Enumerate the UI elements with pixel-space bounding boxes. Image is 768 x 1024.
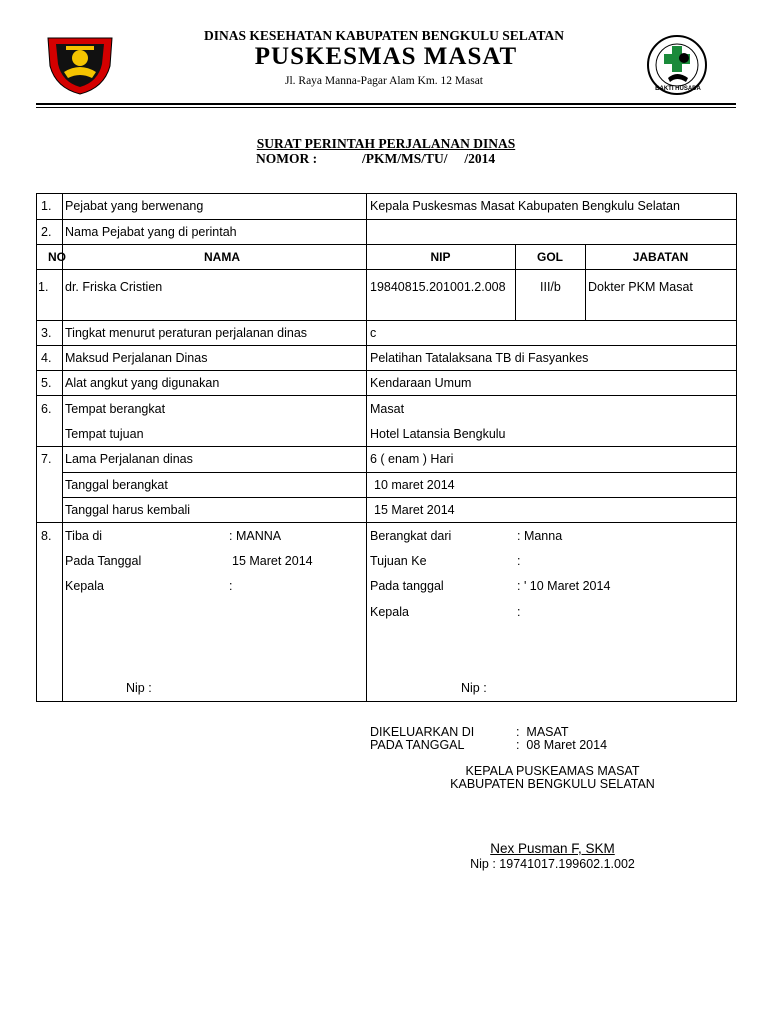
col-head-nama: NAMA	[204, 250, 240, 264]
row-3-no: 3.	[41, 326, 52, 340]
row-4-value: Pelatihan Tatalaksana TB di Fasyankes	[370, 351, 589, 365]
row-7-label: Lama Perjalanan dinas	[65, 452, 193, 466]
row-6-label2: Tempat tujuan	[65, 427, 144, 441]
dikeluarkan-value: : MASAT	[516, 725, 569, 739]
document-title: SURAT PERINTAH PERJALANAN DINAS	[256, 136, 516, 151]
row-8-no: 8.	[41, 529, 52, 543]
signatory-title-2: KABUPATEN BENGKULU SELATAN	[450, 777, 655, 791]
row-5-no: 5.	[41, 376, 52, 390]
col-head-nip: NIP	[430, 250, 451, 264]
pada-tanggal-label: PADA TANGGAL	[370, 738, 465, 752]
col-head-jabatan: JABATAN	[632, 250, 689, 264]
dikeluarkan-label: DIKELUARKAN DI	[370, 725, 475, 739]
tiba-kepala-value: :	[229, 579, 233, 593]
row-7-label3: Tanggal harus kembali	[65, 503, 191, 517]
row-7-label2: Tanggal berangkat	[65, 478, 168, 492]
berangkat-kepala-value: :	[517, 605, 521, 619]
signatory-nip: Nip : 19741017.199602.1.002	[470, 857, 635, 871]
berangkat-value: : Manna	[517, 529, 563, 543]
tiba-label: Tiba di	[65, 529, 103, 543]
row-4-no: 4.	[41, 351, 52, 365]
row-2-label: Nama Pejabat yang di perintah	[65, 225, 237, 239]
tujuan-value: :	[517, 554, 521, 568]
row-4-label: Maksud Perjalanan Dinas	[65, 351, 208, 365]
row-1-value: Kepala Puskesmas Masat Kabupaten Bengkulu Selatan	[370, 199, 680, 213]
row-5-label: Alat angkut yang digunakan	[65, 376, 220, 390]
row-5-value: Kendaraan Umum	[370, 376, 472, 390]
person-nip: 19840815.201001.2.008	[370, 280, 506, 294]
pada-tanggal-value: : 08 Maret 2014	[516, 738, 608, 752]
row-7-value2: 10 maret 2014	[374, 478, 455, 492]
row-1-label: Pejabat yang berwenang	[65, 199, 204, 213]
person-no: 1.	[38, 280, 49, 294]
row-6-no: 6.	[41, 402, 52, 416]
person-gol: III/b	[540, 280, 561, 294]
tiba-tanggal-value: 15 Maret 2014	[232, 554, 313, 568]
bakti-husada-text: BAKTI HUSADA	[655, 86, 701, 92]
tiba-value: : MANNA	[229, 529, 282, 543]
signatory-name: Nex Pusman F, SKM	[490, 841, 615, 856]
row-3-value: c	[370, 326, 377, 340]
tujuan-label: Tujuan Ke	[370, 554, 427, 568]
tiba-kepala-label: Kepala	[65, 579, 104, 593]
row-2-no: 2.	[41, 225, 52, 239]
page-title: PUSKESMAS MASAT	[254, 43, 518, 70]
nomor-label: NOMOR :	[256, 151, 318, 166]
row-3-label: Tingkat menurut peraturan perjalanan dinas	[65, 326, 308, 340]
header-rule-top	[36, 103, 736, 105]
row-6-label: Tempat berangkat	[65, 402, 166, 416]
tiba-tanggal-label: Pada Tanggal	[65, 554, 142, 568]
berangkat-label: Berangkat dari	[370, 529, 452, 543]
row-1-no: 1.	[41, 199, 52, 213]
person-nama: dr. Friska Cristien	[65, 280, 163, 294]
berangkat-tanggal-value: : ' 10 Maret 2014	[517, 579, 611, 593]
signatory-title-1: KEPALA PUSKEAMAS MASAT	[465, 764, 640, 778]
row-6-value2: Hotel Latansia Bengkulu	[370, 427, 506, 441]
header-rule-bottom	[36, 107, 736, 108]
berangkat-kepala-label: Kepala	[370, 605, 409, 619]
berangkat-tanggal-label: Pada tanggal	[370, 579, 444, 593]
tiba-nip-label: Nip :	[126, 681, 152, 695]
col-head-gol: GOL	[537, 250, 563, 264]
address: Jl. Raya Manna-Pagar Alam Km. 12 Masat	[284, 75, 483, 87]
row-7-value: 6 ( enam ) Hari	[370, 452, 454, 466]
row-7-no: 7.	[41, 452, 52, 466]
berangkat-nip-label: Nip :	[461, 681, 487, 695]
row-6-value: Masat	[370, 402, 405, 416]
agency-name: DINAS KESEHATAN KABUPATEN BENGKULU SELATAN	[203, 28, 565, 43]
nomor-value: /PKM/MS/TU/ /2014	[362, 151, 496, 166]
row-7-value3: 15 Maret 2014	[374, 503, 455, 517]
person-jabatan: Dokter PKM Masat	[588, 280, 693, 294]
col-head-no: NO	[48, 250, 66, 264]
